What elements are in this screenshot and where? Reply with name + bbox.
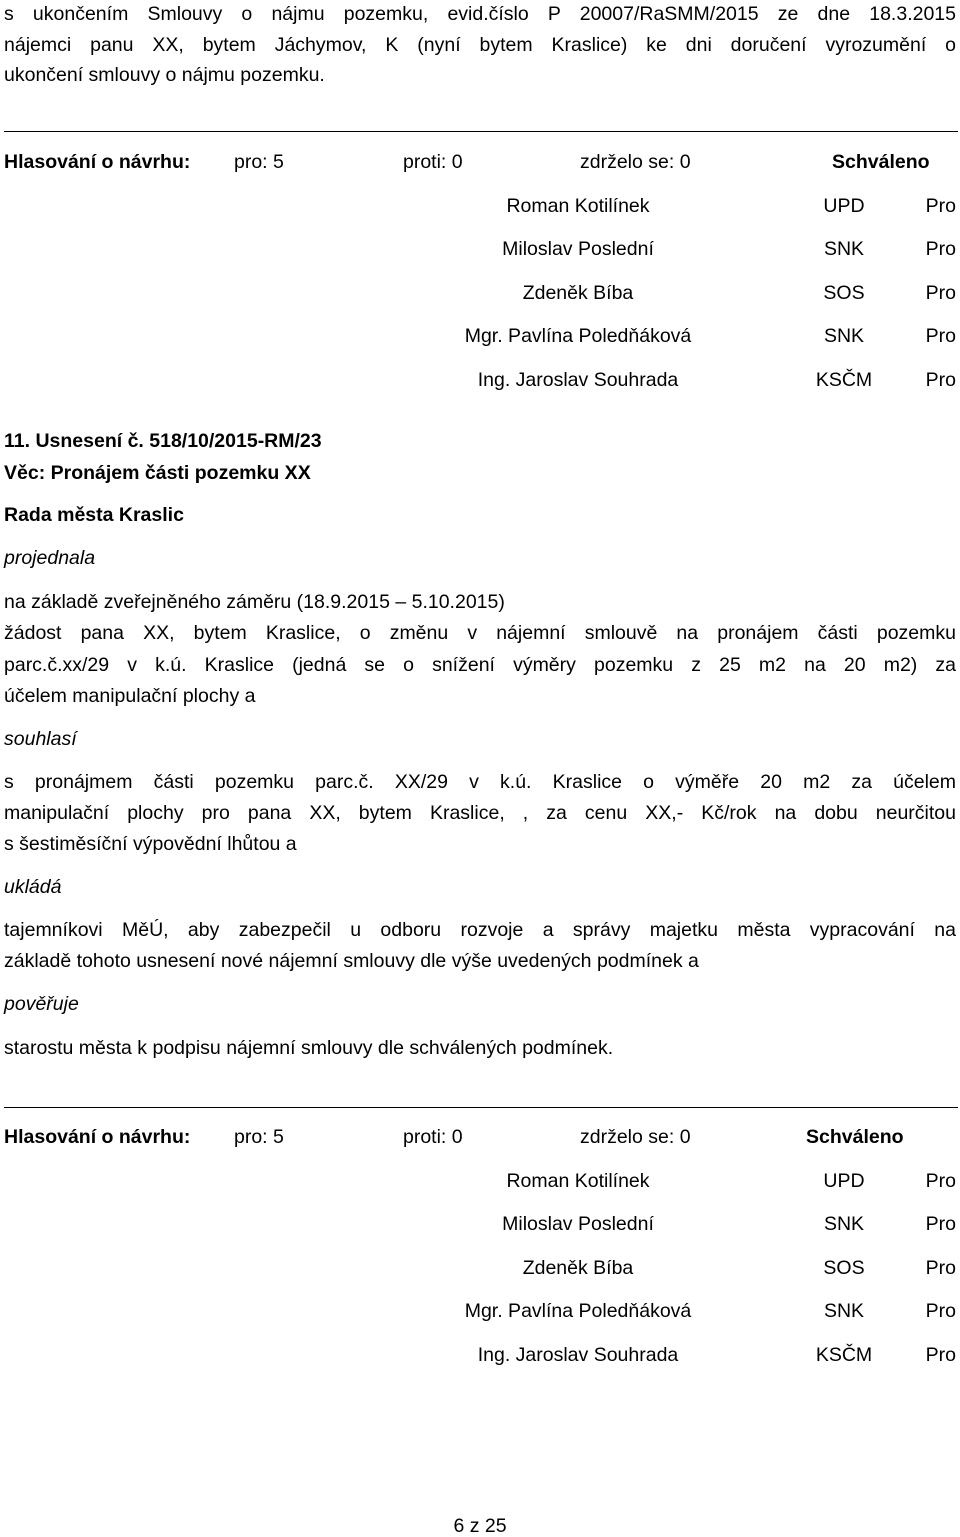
member-row xyxy=(0,193,960,219)
vote-label: Hlasování o návrhu: xyxy=(4,1126,191,1148)
member-row xyxy=(0,1168,960,1194)
member-party: SNK xyxy=(823,1213,865,1235)
member-row xyxy=(0,1211,960,1237)
vote-result: Schváleno xyxy=(806,1126,904,1148)
vote-summary-2 xyxy=(4,1124,958,1150)
member-name: Miloslav Poslední xyxy=(502,1213,654,1235)
member-party: KSČM xyxy=(815,1344,873,1366)
resolution-number: 11. Usnesení č. 518/10/2015-RM/23 xyxy=(4,430,322,452)
member-row xyxy=(0,323,960,349)
member-row xyxy=(0,1298,960,1324)
verb-souhlasi: souhlasí xyxy=(4,728,77,750)
member-row xyxy=(0,1342,960,1368)
text-line: tajemníkovi MěÚ, aby zabezpečil u odboru rozvoje a správy majetku města vypracování na xyxy=(4,919,956,941)
member-row xyxy=(0,280,960,306)
member-vote: Pro xyxy=(925,238,956,260)
resolution-subject: Věc: Pronájem části pozemku XX xyxy=(4,462,311,484)
member-vote: Pro xyxy=(925,369,956,391)
text-line: starostu města k podpisu nájemní smlouvy dle schválených podmínek. xyxy=(4,1037,614,1059)
member-row xyxy=(0,367,960,393)
member-vote: Pro xyxy=(925,1170,956,1192)
member-vote: Pro xyxy=(925,1213,956,1235)
vote-proti: proti: 0 xyxy=(403,151,463,173)
member-vote: Pro xyxy=(925,1257,956,1279)
member-party: SNK xyxy=(823,1300,865,1322)
member-vote: Pro xyxy=(925,1300,956,1322)
member-vote: Pro xyxy=(925,1344,956,1366)
text-line: účelem manipulační plochy a xyxy=(4,685,256,707)
member-party: SNK xyxy=(823,325,865,347)
member-party: SOS xyxy=(823,1257,865,1279)
member-name: Ing. Jaroslav Souhrada xyxy=(477,1344,679,1366)
text-line: na základě zveřejněného záměru (18.9.2015 – 5.10.2015) xyxy=(4,591,505,613)
member-party: UPD xyxy=(823,1170,865,1192)
member-vote: Pro xyxy=(925,282,956,304)
resolution-body: Rada města Kraslic xyxy=(4,504,184,526)
vote-label: Hlasování o návrhu: xyxy=(4,151,191,173)
member-name: Roman Kotilínek xyxy=(506,195,650,217)
text-line: základě tohoto usnesení nové nájemní smlouvy dle výše uvedených podmínek a xyxy=(4,950,699,972)
vote-proti: proti: 0 xyxy=(403,1126,463,1148)
text-line: žádost pana XX, bytem Kraslice, o změnu v nájemní smlouvě na pronájem části pozemku xyxy=(4,622,956,644)
verb-projednala: projednala xyxy=(4,547,96,569)
text-line: parc.č.xx/29 v k.ú. Kraslice (jedná se o snížení výměry pozemku z 25 m2 na 20 m2) za xyxy=(4,654,956,676)
text-line: s pronájmem části pozemku parc.č. XX/29 v k.ú. Kraslice o výměře 20 m2 za účelem xyxy=(4,771,956,793)
member-vote: Pro xyxy=(925,325,956,347)
vote-pro: pro: 5 xyxy=(234,1126,284,1148)
vote-zdrzelo: zdrželo se: 0 xyxy=(580,151,691,173)
member-vote: Pro xyxy=(925,195,956,217)
member-party: KSČM xyxy=(815,369,873,391)
vote-zdrzelo: zdrželo se: 0 xyxy=(580,1126,691,1148)
member-row xyxy=(0,1255,960,1281)
member-name: Roman Kotilínek xyxy=(506,1170,650,1192)
intro-line-2: nájemci panu XX, bytem Jáchymov, K (nyní bytem Kraslice) ke dni doručení vyrozumění o xyxy=(4,34,956,56)
member-name: Zdeněk Bíba xyxy=(522,1257,634,1279)
member-party: SNK xyxy=(823,238,865,260)
member-name: Mgr. Pavlína Poledňáková xyxy=(464,325,692,347)
page-number: 6 z 25 xyxy=(453,1515,507,1537)
vote-pro: pro: 5 xyxy=(234,151,284,173)
text-line: s šestiměsíční výpovědní lhůtou a xyxy=(4,833,297,855)
verb-uklada: ukládá xyxy=(4,876,62,898)
member-name: Mgr. Pavlína Poledňáková xyxy=(464,1300,692,1322)
member-name: Zdeněk Bíba xyxy=(522,282,634,304)
member-row xyxy=(0,236,960,262)
vote-result: Schváleno xyxy=(832,151,930,173)
separator-bottom xyxy=(4,1107,958,1108)
vote-summary-1 xyxy=(4,149,958,175)
separator-top xyxy=(4,131,958,132)
verb-poveruje: pověřuje xyxy=(4,993,79,1015)
member-party: SOS xyxy=(823,282,865,304)
member-name: Miloslav Poslední xyxy=(502,238,654,260)
text-line: manipulační plochy pro pana XX, bytem Kraslice, , za cenu XX,- Kč/rok na dobu neurčitou xyxy=(4,802,956,824)
member-party: UPD xyxy=(823,195,865,217)
intro-line-1: s ukončením Smlouvy o nájmu pozemku, evid.číslo P 20007/RaSMM/2015 ze dne 18.3.2015 xyxy=(4,3,956,25)
intro-line-3: ukončení smlouvy o nájmu pozemku. xyxy=(4,64,325,86)
member-name: Ing. Jaroslav Souhrada xyxy=(477,369,679,391)
